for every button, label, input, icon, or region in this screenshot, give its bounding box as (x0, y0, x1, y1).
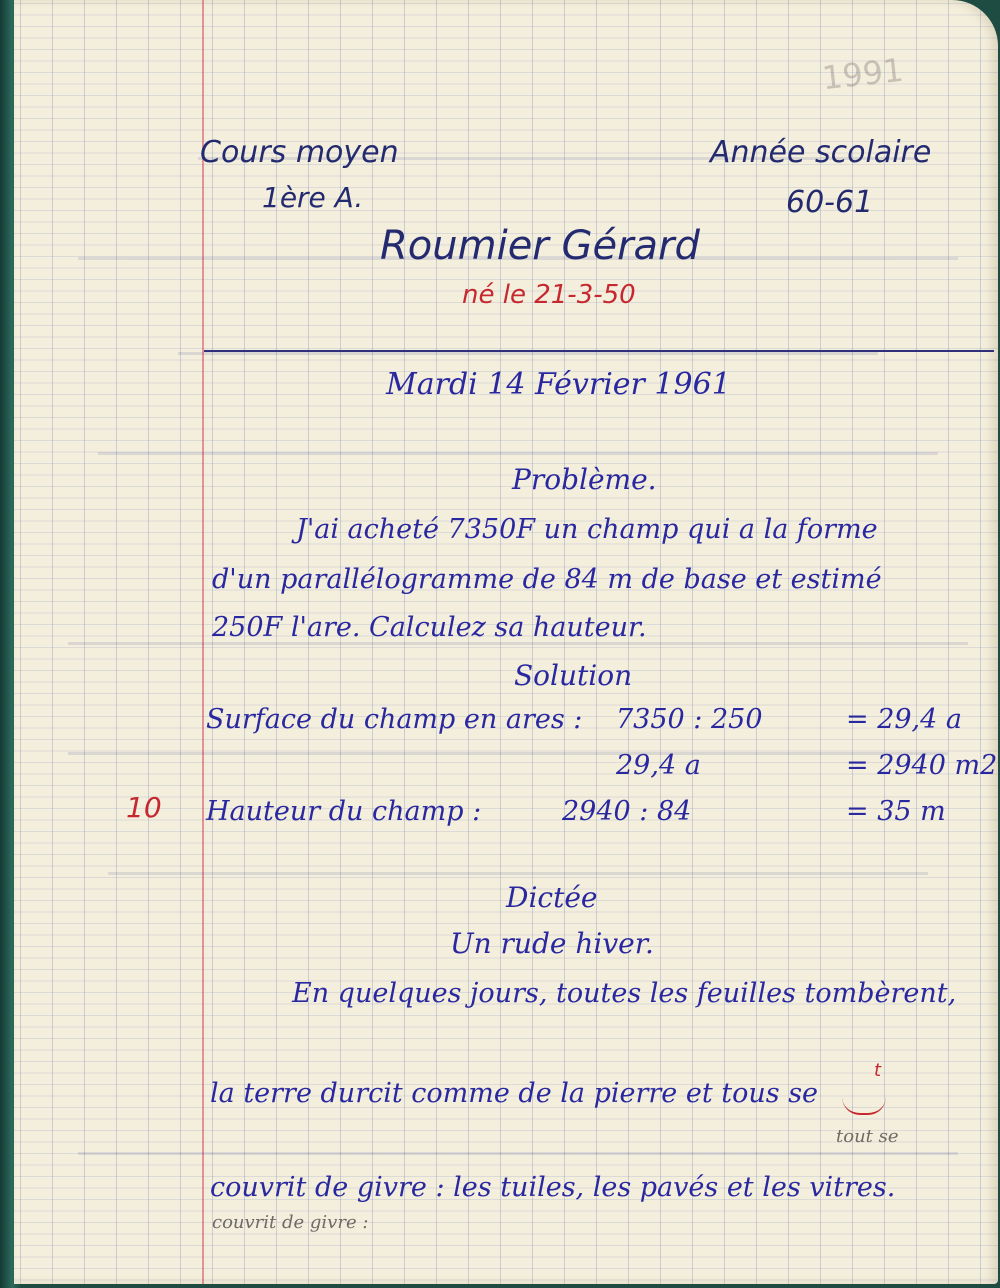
solution-row-1-result: = 29,4 a (846, 704, 963, 735)
problem-line-2: d'un parallélogramme de 84 m de base et estimé (212, 564, 882, 595)
school-year: 60-61 (786, 185, 874, 220)
problem-title: Problème. (512, 463, 657, 496)
lesson-date: Mardi 14 Février 1961 (386, 367, 731, 402)
solution-row-1-label: Surface du champ en ares : (206, 704, 583, 735)
pencil-line: couvrit de givre : (212, 1212, 369, 1233)
margin-line (202, 0, 204, 1284)
solution-row-2-result: = 2940 m2 (846, 750, 998, 781)
dictation-title: Dictée (506, 881, 598, 914)
solution-row-2-calc: 29,4 a (616, 750, 701, 781)
solution-row-3-calc: 2940 : 84 (562, 796, 692, 827)
header-divider (204, 350, 994, 352)
course-label: Cours moyen (200, 135, 399, 170)
dictation-subtitle: Un rude hiver. (450, 927, 654, 960)
birth-date: né le 21-3-50 (462, 280, 636, 310)
class-label: 1ère A. (262, 181, 364, 214)
pencil-correction: tout se (836, 1126, 899, 1147)
dictation-line-1: En quelques jours, toutes les feuilles tombèrent, (292, 978, 957, 1009)
correction-underline (842, 1097, 886, 1115)
problem-line-3: 250F l'are. Calculez sa hauteur. (212, 612, 647, 643)
solution-row-3-result: = 35 m (846, 796, 946, 827)
solution-title: Solution (514, 659, 633, 692)
school-year-label: Année scolaire (710, 135, 932, 170)
correction-mark: t (874, 1060, 882, 1081)
student-name: Roumier Gérard (380, 223, 700, 269)
solution-row-1-calc: 7350 : 250 (616, 704, 763, 735)
dictation-line-3: couvrit de givre : les tuiles, les pavés et les vitres. (210, 1172, 896, 1203)
solution-row-3-label: Hauteur du champ : (206, 796, 482, 827)
dictation-line-2: la terre durcit comme de la pierre et tous se (210, 1078, 819, 1109)
notebook-page (14, 0, 998, 1284)
archive-stamp: 1991 (820, 50, 906, 98)
grade-mark: 10 (126, 791, 162, 824)
problem-line-1: J'ai acheté 7350F un champ qui a la forme (296, 514, 878, 545)
